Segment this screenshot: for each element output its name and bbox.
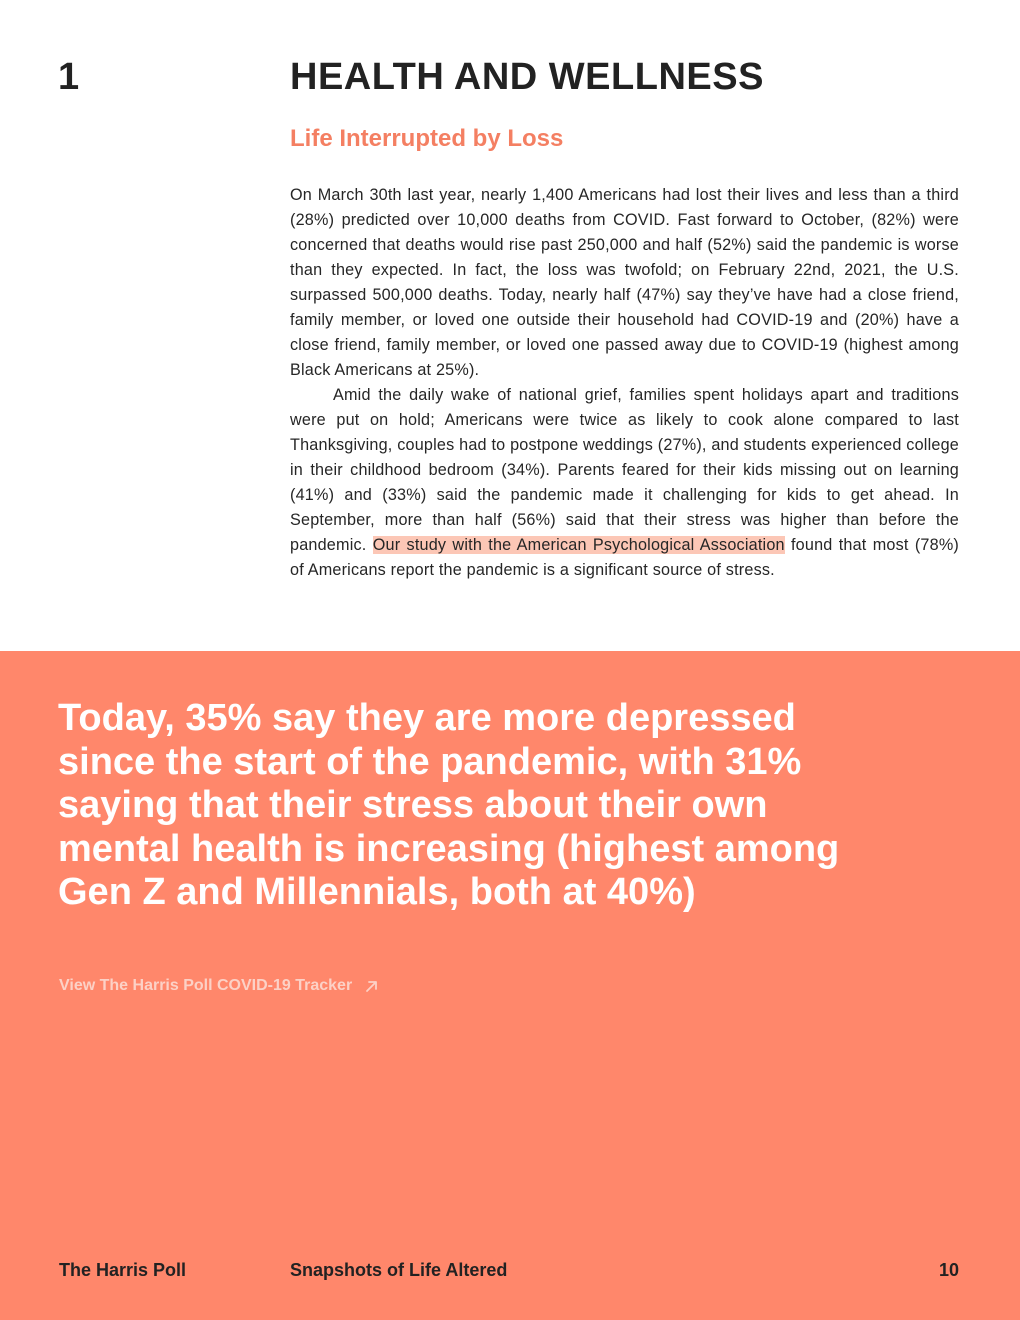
page-number: 10 [938, 1260, 959, 1280]
paragraph-2-text: Amid the daily wake of national grief, families spent holidays apart and traditions were put on hold; Americans were twice as likely to cook alone compared to last Thanksgiving, couples had to postpone weddings (27%), and students experienced college in their childhood bedroom (34%). Parents feared for their kids missing out on learning (41%) and (33%) said the pandemic made it challenging for kids to get ahead. In September, more than half (56%) said that their stress was higher than before the pandemic. [290, 386, 959, 554]
callout-quote: Today, 35% say they are more depressed since the start of the pandemic, with 31% saying that their stress about their own mental health is increasing (highest among Gen Z and Millennials, both at 40%) [58, 697, 840, 913]
article-body [290, 183, 959, 583]
article-subtitle: Life Interrupted by Loss [290, 125, 564, 152]
paragraph-2-end: found that most (78%) of Americans report the pandemic is a significant source of stress. [290, 536, 960, 579]
footer-publication: Snapshots of Life Altered [290, 1260, 508, 1280]
covid-tracker-link[interactable] [59, 977, 380, 995]
arrow-up-right-icon [364, 978, 380, 994]
body-paragraph-1: On March 30th last year, nearly 1,400 Americans had lost their lives and less than a third (28%) predicted over 10,000 deaths from COVID. Fast forward to October, (82%) were concerned that deaths would rise past 250,000 and half (52%) said the pandemic is worse than they expected. In fact, the loss was twofold; on February 22nd, 2021, the U.S. surpassed 500,000 deaths. Today, nearly half (47%) say they’ve have had a close friend, family member, or loved one outside their household had COVID-19 and (20%) have a close friend, family member, or loved one passed away due to COVID-19 (highest among Black Americans at 25%). [290, 186, 959, 379]
footer-brand: The Harris Poll [59, 1260, 187, 1280]
section-title: HEALTH AND WELLNESS [290, 56, 764, 98]
body-paragraph-2 [290, 383, 959, 583]
chapter-number: 1 [58, 56, 80, 98]
covid-tracker-link-label: View The Harris Poll COVID-19 Tracker [59, 977, 353, 994]
apa-study-link[interactable]: Our study with the American Psychological Association [372, 536, 785, 554]
